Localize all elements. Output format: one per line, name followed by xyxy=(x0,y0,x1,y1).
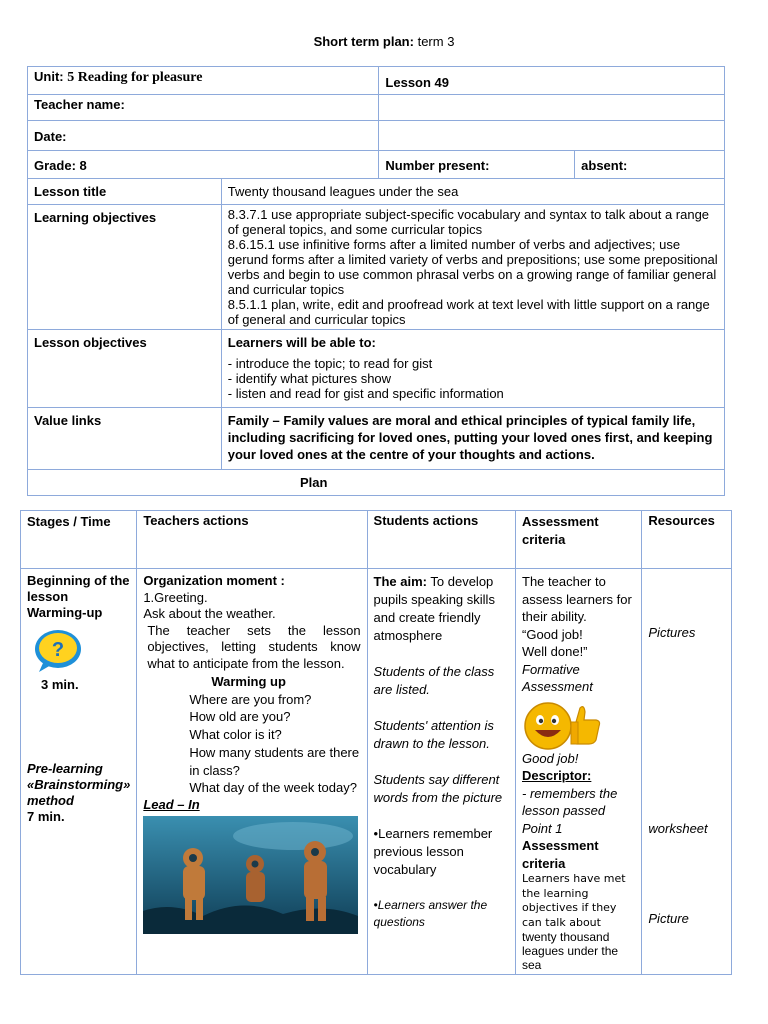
value-links-label: Value links xyxy=(28,408,222,470)
resources-cell: Pictures worksheet Picture xyxy=(642,569,732,975)
lesson-title-value: Twenty thousand leagues under the sea xyxy=(221,179,724,205)
lesson-objectives: Learners will be able to: - introduce the topic; to read for gist - identify what pictures show - listen and read for gist and specific information xyxy=(221,330,724,408)
teacher-cell: Organization moment : 1.Greeting. Ask about the weather. The teacher sets the lesson objectives, letting students know what to anticipate from the lesson. Warming up Where are you from? How old are you? What color is it? How many students are there in class? What day of the week today? Lead – In xyxy=(137,569,367,975)
header-students: Students actions xyxy=(367,511,515,569)
header-assessment: Assessment criteria xyxy=(516,511,642,569)
lesson-cell: Lesson 49 xyxy=(379,67,725,95)
header-stages: Stages / Time xyxy=(21,511,137,569)
lesson-title-label: Lesson title xyxy=(28,179,222,205)
underwater-divers-image xyxy=(143,816,358,934)
question-bubble-icon xyxy=(33,627,83,673)
header-teachers: Teachers actions xyxy=(137,511,367,569)
students-cell: The aim: To develop pupils speaking skills and create friendly atmosphere Students of the class are listed. Students' attention is drawn to the lesson. Students say different words from the picture •Learners remember previous lesson vocabulary •Learners answer the questions xyxy=(367,569,515,975)
lesson-objectives-label: Lesson objectives xyxy=(28,330,222,408)
plan-label: Plan xyxy=(28,470,725,496)
unit-cell: Unit: 5 Reading for pleasure xyxy=(28,67,379,95)
value-links-text: Family – Family values are moral and ethical principles of typical family life, including sacrificing for loved ones, putting your loved ones first, and keeping your loved ones at the centre of your thoughts and actions. xyxy=(221,408,724,470)
assessment-cell: The teacher to assess learners for their ability. “Good job! Well done!” Formative Assessment Good job! Descriptor: - remembers the lesson passed Point 1 Assessment criteria Learners have met the learning objectives if they can talk about twenty thousand leagues under the sea xyxy=(516,569,642,975)
page-title: Short term plan: term 3 xyxy=(313,34,455,49)
stage-cell: Beginning of the lesson Warming-up ? 3 min. Pre-learning «Brainstorming» method 7 min. xyxy=(21,569,137,975)
plan-table xyxy=(20,510,732,975)
learning-objectives-label: Learning objectives xyxy=(28,205,222,330)
lead-in-heading: Lead – In xyxy=(143,797,200,813)
number-present-cell: Number present: xyxy=(379,151,575,179)
grade-cell: Grade: 8 xyxy=(28,151,379,179)
absent-cell: absent: xyxy=(575,151,725,179)
header-table xyxy=(27,66,725,496)
svg-text:?: ? xyxy=(51,639,65,661)
header-resources: Resources xyxy=(642,511,732,569)
thumbs-up-smiley-icon xyxy=(522,700,635,750)
learning-objectives: 8.3.7.1 use appropriate subject-specific vocabulary and syntax to talk about a range of general topics, and some curricular topics 8.6.15.1 use infinitive forms after a limited number of verbs and adjectives; use gerund forms after a limited variety of verbs and prepositions; use some prepositional verbs and begin to use common phrasal verbs on a growing range of familiar general and curricular topics 8.5.1.1 plan, write, edit and proofread work at text level with little support on a range of general and curricular topics xyxy=(221,205,724,330)
date-cell: Date: xyxy=(28,121,379,151)
teacher-name-cell: Teacher name: xyxy=(28,95,379,121)
